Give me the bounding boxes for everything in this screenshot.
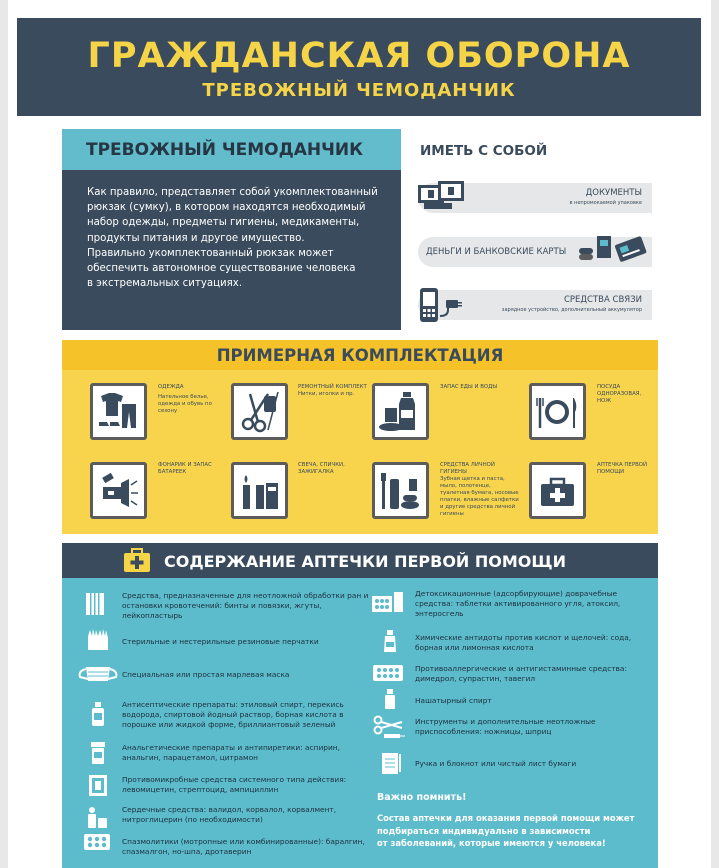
hygiene-icon — [372, 462, 429, 519]
have-item-note: в непромокаемой упаковке — [569, 200, 642, 206]
remember-line: от заболеваний, которые имеются у человека! — [377, 838, 606, 848]
kit-item-hygiene — [440, 462, 522, 518]
sewing-icon — [231, 383, 288, 440]
kit-item-text: Нитки, иголки и пр. — [298, 391, 355, 397]
intro-line: в экстремальных ситуациях. — [87, 278, 243, 290]
scissors-syringe-icon — [372, 712, 406, 740]
bandage-icon — [82, 590, 110, 618]
aid-left-item: Средства, предназначенные для неотложной обработки ран и остановки кровотечений: бинты и повязки, жгуты, лейкопластырь — [122, 591, 369, 620]
intro-line: продукты питания и другое имущество. — [87, 232, 305, 244]
aid-left-item: Спазмолитики (мотропные или комбинированные): баралгин, спазмалгон, но-шпа, дротаверин — [122, 837, 365, 856]
aid-right-item: Ручка и блокнот или чистый лист бумаги — [415, 759, 577, 768]
aid-heading-text: СОДЕРЖАНИЕ АПТЕЧКИ ПЕРВОЙ ПОМОЩИ — [164, 552, 567, 571]
page-subtitle: ТРЕВОЖНЫЙ ЧЕМОДАНЧИК — [202, 80, 516, 101]
medicine-box-icon — [86, 772, 110, 798]
kit-item-head: ФОНАРИК И ЗАПАС БАТАРЕЕК — [158, 462, 212, 475]
kit-item-first-aid — [597, 462, 657, 476]
kit-item-flashlight — [158, 462, 214, 476]
aid-right-item: Противоаллергические и антигистаминные средства: димедрол, супрастин, тавегил — [415, 664, 627, 683]
kit-item-head: АПТЕЧКА ПЕРВОЙ ПОМОЩИ — [597, 462, 648, 475]
kit-item-dishes — [597, 384, 657, 405]
have-item-label: ДОКУМЕНТЫ — [585, 188, 642, 198]
first-aid-kit-icon — [529, 462, 586, 519]
intro-line: Правильно укомплектованный рюкзак может — [87, 247, 334, 259]
kit-item-repair — [298, 384, 368, 398]
kit-item-text: Нательное белье, одежда и обувь по сезону — [158, 394, 212, 414]
aid-left-item: Сердечные средства: валидол, корвалол, корвалмент, нитроглицерин (по необходимости) — [122, 805, 337, 824]
aid-right-item: Инструменты и дополнительные неотложные приспособления: ножницы, шприц — [415, 717, 596, 736]
intro-text — [62, 170, 401, 291]
first-aid-kit-header-icon — [122, 548, 152, 574]
kit-item-head: ЗАПАС ЕДЫ И ВОДЫ — [440, 384, 498, 390]
kit-heading: ПРИМЕРНАЯ КОМПЛЕКТАЦИЯ — [62, 340, 658, 370]
kit-item-candle — [298, 462, 358, 476]
aid-left-item: Стерильные и нестерильные резиновые перчатки — [122, 637, 319, 646]
have-item-label: СРЕДСТВА СВЯЗИ — [563, 295, 642, 305]
phone-icon — [418, 286, 466, 326]
page-edge-right — [711, 0, 719, 868]
kit-item-head: СРЕДСТВА ЛИЧНОЙ ГИГИЕНЫ — [440, 462, 495, 475]
antihistamine-blister-icon — [372, 664, 404, 682]
gloves-icon — [84, 626, 112, 652]
have-item-note: зарядное устройство, дополнительный аккумулятор — [501, 307, 642, 313]
antiseptic-bottle-icon — [88, 700, 108, 728]
food-icon — [372, 383, 429, 440]
mask-icon — [76, 663, 120, 685]
aid-left-item: Анальгетические препараты и антипиретики: аспирин, анальгин, парацетамол, цитрамон — [122, 743, 340, 762]
aid-right-item: Нашатырный спирт — [415, 696, 492, 705]
aid-left-item: Специальная или простая марлевая маска — [122, 670, 290, 679]
kit-item-head: ОДЕЖДА — [158, 384, 184, 390]
clothes-icon — [90, 383, 147, 440]
intro-panel — [62, 129, 401, 330]
documents-icon — [414, 179, 470, 213]
kit-item-head: РЕМОНТНЫЙ КОМПЛЕКТ — [298, 384, 367, 390]
page-title: ГРАЖДАНСКАЯ ОБОРОНА — [87, 36, 631, 76]
aid-left-item: Антисептические препараты: этиловый спирт, перекись водорода, спиртовой йодный раствор, борная кислота в порошке или жидкой форме, бриллиантовый зеленый — [122, 700, 344, 729]
intro-heading: ТРЕВОЖНЫЙ ЧЕМОДАНЧИК — [62, 129, 401, 170]
kit-item-head: СВЕЧА, СПИЧКИ, ЗАЖИГАЛКА — [298, 462, 345, 475]
money-icon — [577, 232, 649, 268]
have-title: ИМЕТЬ С СОБОЙ — [420, 143, 548, 159]
header-banner — [17, 18, 701, 116]
antidote-bottle-icon — [380, 628, 400, 654]
candle-icon — [231, 462, 288, 519]
kit-item-food — [440, 384, 500, 391]
pill-jar-icon — [88, 740, 108, 766]
flashlight-icon — [90, 462, 147, 519]
intro-line: обеспечить автономное существование человека — [87, 263, 356, 275]
aid-heading — [62, 543, 658, 578]
kit-item-text: Зубная щетка и паста, мыло, полотенце, туалетная бумага, носовые платки, влажные салфетки и другие средства личной гигиены — [440, 476, 519, 517]
intro-line: рюкзак (сумку), в котором находятся необходимый — [87, 202, 366, 214]
remember-text — [377, 812, 634, 850]
notebook-pen-icon — [378, 750, 404, 776]
remember-line: подбираться индивидуально в зависимости — [377, 825, 591, 836]
dishes-icon — [529, 383, 586, 440]
aid-left-item: Противомикробные средства системного типа действия: левомицетин, стрептоцид, ампициллин — [122, 775, 347, 794]
page-edge-left — [0, 0, 8, 868]
activated-charcoal-icon — [370, 590, 406, 616]
remember-line: Состав аптечки для оказания первой помощи может — [377, 813, 635, 823]
aid-right-item: Детоксикационные (адсорбирующие) доврачебные средства: таблетки активированного угля, атоксил, энтеросгель — [415, 589, 621, 618]
aid-right-item: Химические антидоты против кислот и щелочей: сода, борная или лимонная кислота — [415, 633, 632, 652]
intro-line: Как правило, представляет собой укомплектованный — [87, 187, 378, 198]
kit-item-head: ПОСУДА ОДНОРАЗОВАЯ, НОЖ — [597, 384, 642, 404]
intro-line: набор одежды, предметы гигиены, медикаменты, — [87, 217, 360, 229]
heart-drops-icon — [84, 804, 110, 830]
kit-item-clothes — [158, 384, 214, 415]
have-item-label: ДЕНЬГИ И БАНКОВСКИЕ КАРТЫ — [426, 247, 567, 257]
pill-blister-icon — [82, 832, 112, 852]
remember-title: Важно помнить! — [377, 792, 467, 803]
ammonia-bottle-icon — [382, 688, 398, 710]
